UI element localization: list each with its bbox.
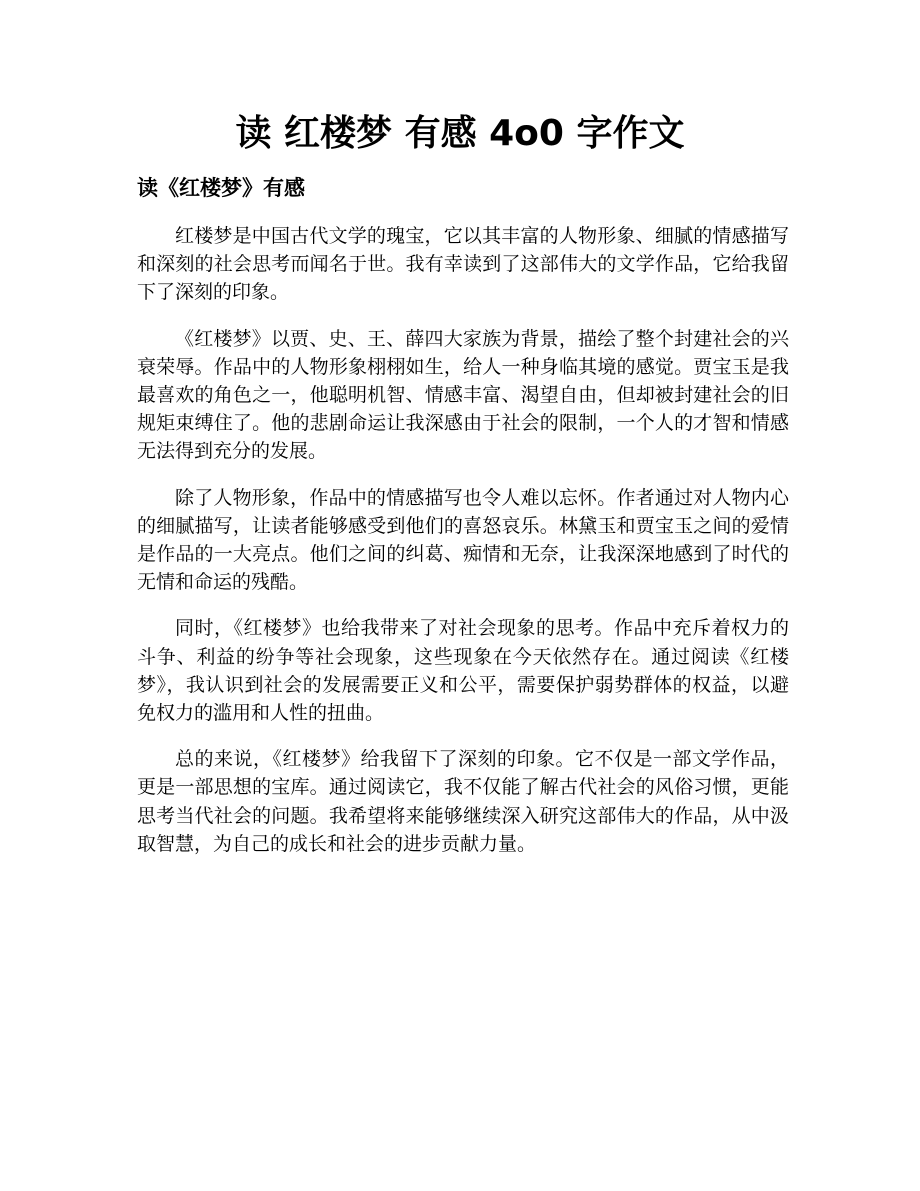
- paragraph-2: 《红楼梦》以贾、史、王、薛四大家族为背景，描绘了整个封建社会的兴衰荣辱。作品中的人物形象栩栩如生，给人一种身临其境的感觉。贾宝玉是我最喜欢的角色之一，他聪明机智、情感丰富、渴望自由，但却被封建社会的旧规矩束缚住了。他的悲剧命运让我深感由于社会的限制，一个人的才智和情感无法得到充分的发展。: [137, 327, 789, 463]
- paragraph-1: 红楼梦是中国古代文学的瑰宝，它以其丰富的人物形象、细腻的情感描写和深刻的社会思考而闻名于世。我有幸读到了这部伟大的文学作品，它给我留下了深刻的印象。: [137, 225, 789, 304]
- paragraph-4: 同时，《红楼梦》也给我带来了对社会现象的思考。作品中充斥着权力的斗争、利益的纷争等社会现象，这些现象在今天依然存在。通过阅读《红楼梦》，我认识到社会的发展需要正义和公平，需要保护弱势群体的权益，以避免权力的滥用和人性的扭曲。: [137, 617, 789, 725]
- document-body: [137, 222, 789, 876]
- document-subtitle: 读《红楼梦》有感: [137, 176, 305, 200]
- paragraph-3: 除了人物形象，作品中的情感描写也令人难以忘怀。作者通过对人物内心的细腻描写，让读者能够感受到他们的喜怒哀乐。林黛玉和贾宝玉之间的爱情是作品的一大亮点。他们之间的纠葛、痴情和无奈，让我深深地感到了时代的无情和命运的残酷。: [137, 486, 789, 594]
- document-title: 读 红楼梦 有感 4o0 字作文: [235, 113, 685, 154]
- paragraph-5: 总的来说，《红楼梦》给我留下了深刻的印象。它不仅是一部文学作品，更是一部思想的宝库。通过阅读它，我不仅能了解古代社会的风俗习惯，更能思考当代社会的问题。我希望将来能够继续深入研究这部伟大的作品，从中汲取智慧，为自己的成长和社会的进步贡献力量。: [137, 748, 789, 855]
